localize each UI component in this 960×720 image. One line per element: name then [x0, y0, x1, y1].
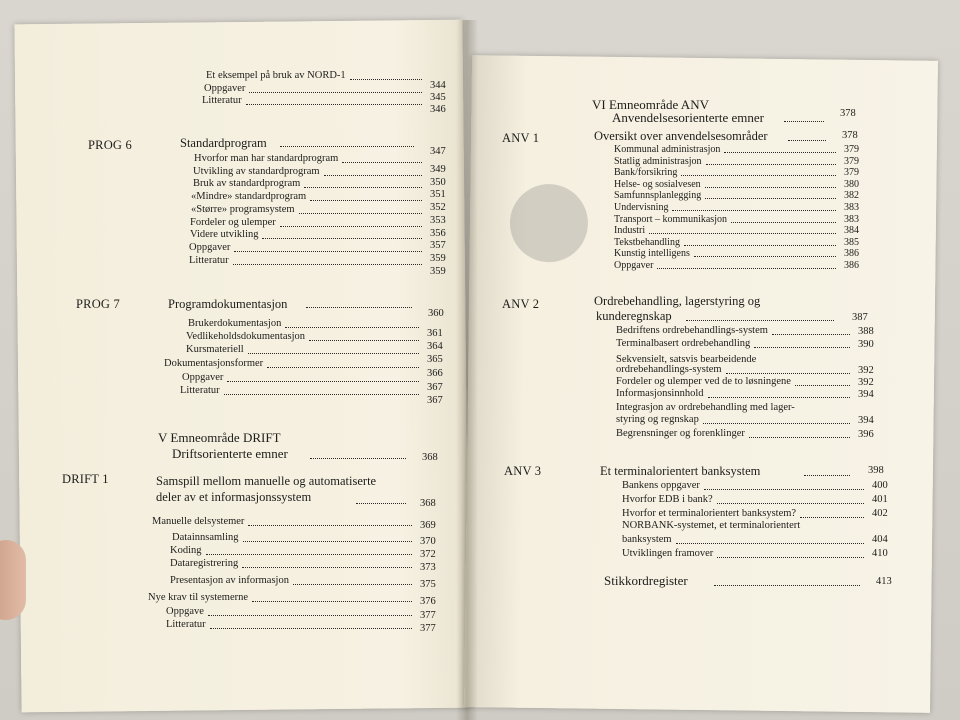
toc-entry-title: Sekvensielt, satsvis bearbeidende — [616, 354, 757, 365]
toc-page-number: 402 — [872, 508, 888, 519]
toc-page-number: 350 — [430, 177, 446, 188]
dot-leader — [356, 503, 406, 504]
toc-page-number: 392 — [858, 365, 874, 376]
toc-entry-title: Dokumentasjonsformer — [164, 358, 264, 369]
chapter-code: ANV 1 — [502, 131, 540, 145]
index-heading: Stikkordregister — [604, 573, 688, 588]
chapter-title: Ordrebehandling, lagerstyring og — [594, 294, 761, 308]
dot-leader — [795, 385, 850, 386]
toc-entry-title: banksystem — [622, 534, 672, 545]
toc-entry-title: Fordeler og ulemper — [190, 217, 276, 228]
toc-entry-title: Informasjonsinnhold — [616, 388, 704, 399]
toc-page-number: 385 — [844, 236, 859, 248]
toc-page-number: 410 — [872, 548, 888, 559]
toc-entry-title: Hvorfor EDB i bank? — [622, 494, 713, 505]
dot-leader — [657, 268, 836, 269]
chapter-title: deler av et informasjonssystem — [156, 490, 312, 504]
toc-page-number: 367 — [427, 382, 443, 393]
toc-page-number: 351 — [430, 189, 446, 200]
dot-leader — [705, 198, 836, 199]
toc-page-number: 400 — [872, 480, 888, 491]
toc-entry-title: Bankens oppgaver — [622, 480, 700, 491]
toc-entry-title: Litteratur — [189, 255, 229, 266]
toc-entry-title: Datainnsamling — [172, 532, 239, 543]
toc-entry-title: Dataregistrering — [170, 558, 239, 569]
toc-page-number: 353 — [430, 215, 446, 226]
toc-entry-title: Nye krav til systemerne — [148, 592, 249, 603]
dot-leader — [309, 340, 419, 341]
toc-page-number: 394 — [858, 389, 874, 400]
dot-leader — [784, 121, 824, 122]
toc-page-number: 359 — [430, 266, 446, 277]
dot-leader — [649, 233, 836, 234]
dot-leader — [731, 222, 836, 223]
chapter-code: ANV 3 — [504, 464, 542, 478]
dot-leader — [694, 256, 836, 257]
toc-page-number: 370 — [420, 536, 436, 547]
toc-entry-title: Transport – kommunikasjon — [614, 213, 727, 225]
toc-entry-title: Undervisning — [614, 202, 669, 213]
dot-leader — [800, 517, 864, 518]
toc-page-number: 361 — [427, 328, 443, 339]
toc-entry-title: Begrensninger og forenklinger — [616, 428, 745, 439]
dot-leader — [684, 245, 836, 246]
toc-page-number: 368 — [420, 498, 436, 509]
toc-page-number: 386 — [844, 248, 859, 260]
thumb — [0, 540, 26, 620]
dot-leader — [262, 238, 422, 239]
toc-page-number: 394 — [858, 415, 874, 426]
toc-entry-title: Integrasjon av ordrebehandling med lager- — [616, 402, 795, 413]
toc-page-number: 346 — [430, 104, 446, 115]
toc-page-number: 401 — [872, 494, 888, 505]
dot-leader — [726, 373, 850, 374]
dot-leader — [293, 584, 412, 585]
dot-leader — [227, 381, 419, 382]
toc-page-number: 398 — [868, 465, 884, 476]
toc-entry-title: Industri — [614, 225, 646, 237]
dot-leader — [804, 475, 850, 476]
dot-leader — [749, 437, 850, 438]
toc-page-number: 388 — [858, 326, 874, 337]
dot-leader — [285, 327, 419, 328]
toc-page-number: 372 — [420, 549, 436, 560]
chapter-title: Standardprogram — [180, 136, 267, 150]
toc-entry-title: Kunstig intelligens — [614, 248, 690, 260]
toc-entry-title: Hvorfor man har standardprogram — [194, 153, 339, 164]
toc-page-number: 390 — [858, 339, 874, 350]
toc-entry-title: Manuelle delsystemer — [152, 516, 245, 527]
toc-entry-title: Oppgaver — [614, 260, 654, 271]
toc-page-number: 347 — [430, 146, 446, 157]
toc-page-number: 378 — [840, 108, 856, 119]
toc-page-number: 379 — [844, 167, 859, 179]
toc-entry-title: Statlig administrasjon — [614, 155, 702, 167]
toc-page-number: 404 — [872, 534, 888, 545]
dot-leader — [672, 210, 836, 211]
dot-leader — [350, 79, 422, 80]
dot-leader — [304, 187, 422, 188]
toc-page-number: 364 — [427, 341, 443, 352]
dot-leader — [242, 567, 412, 568]
toc-entry-title: Tekstbehandling — [614, 236, 680, 248]
chapter-title: Programdokumentasjon — [168, 297, 288, 311]
dot-leader — [280, 226, 422, 227]
dot-leader — [681, 175, 836, 176]
dot-leader — [233, 264, 422, 265]
chapter-title: Oversikt over anvendelsesområder — [594, 129, 768, 143]
toc-entry-title: styring og regnskap — [616, 414, 699, 425]
dot-leader — [243, 541, 413, 542]
toc-entry-title: Bruk av standardprogram — [193, 178, 301, 189]
dot-leader — [754, 347, 850, 348]
dot-leader — [224, 394, 419, 395]
toc-page-number: 356 — [430, 228, 446, 239]
dot-leader — [249, 92, 422, 93]
chapter-title: kunderegnskap — [596, 309, 672, 323]
toc-page-number: 360 — [428, 308, 444, 319]
toc-entry-title: Bedriftens ordrebehandlings-system — [616, 325, 768, 336]
chapter-code: PROG 7 — [76, 297, 120, 311]
toc-entry-title: Fordeler og ulemper ved de to løsningene — [616, 376, 791, 387]
toc-page-number: 378 — [842, 130, 858, 141]
dot-leader — [717, 503, 864, 504]
toc-page-number: 349 — [430, 164, 446, 175]
dot-leader — [717, 557, 864, 558]
toc-page-number: 386 — [844, 260, 859, 271]
toc-page-number: 373 — [420, 562, 436, 573]
dot-leader — [704, 489, 864, 490]
toc-page-number: 369 — [420, 520, 436, 531]
dot-leader — [248, 525, 412, 526]
toc-page-number: 367 — [427, 395, 443, 406]
toc-entry-title: Utvikling av standardprogram — [193, 166, 320, 177]
toc-page-number: 375 — [420, 579, 436, 590]
toc-page-number: 384 — [844, 225, 859, 237]
toc-page-number: 379 — [844, 155, 859, 167]
toc-entry-title: Litteratur — [202, 95, 242, 106]
toc-entry-title: Helse- og sosialvesen — [614, 178, 701, 190]
book-gutter — [456, 20, 478, 720]
toc-entry-title: Koding — [170, 545, 202, 556]
toc-entry-title: Brukerdokumentasjon — [188, 318, 282, 329]
dot-leader — [724, 152, 836, 153]
toc-entry-title: Vedlikeholdsdokumentasjon — [186, 331, 305, 342]
toc-page-number: 365 — [427, 354, 443, 365]
dot-leader — [788, 140, 826, 141]
toc-page-number: 376 — [420, 596, 436, 607]
dot-leader — [210, 628, 412, 629]
toc-entry-title: Litteratur — [180, 385, 220, 396]
toc-page-number: 413 — [876, 576, 892, 587]
dot-leader — [299, 213, 422, 214]
toc-entry-title: Oppgave — [166, 606, 204, 617]
dot-leader — [310, 458, 406, 459]
toc-page-number: 377 — [420, 623, 436, 634]
toc-page-number: 380 — [844, 178, 859, 190]
toc-entry-title: Litteratur — [166, 619, 206, 630]
toc-entry-title: Et eksempel på bruk av NORD-1 — [206, 70, 346, 81]
dot-leader — [252, 601, 412, 602]
toc-entry-title: NORBANK-systemet, et terminalorientert — [622, 520, 801, 531]
chapter-code: ANV 2 — [502, 297, 540, 311]
dot-leader — [686, 320, 834, 321]
section-heading: Driftsorienterte emner — [172, 446, 288, 461]
toc-page-number: 396 — [858, 429, 874, 440]
toc-entry-title: «Større» programsystem — [191, 204, 295, 215]
section-heading: V Emneområde DRIFT — [158, 430, 281, 445]
toc-page-number: 382 — [844, 190, 859, 202]
dot-leader — [772, 334, 850, 335]
toc-entry-title: Utviklingen framover — [622, 548, 714, 559]
toc-page-number: 344 — [430, 80, 446, 91]
section-heading: Anvendelsesorienterte emner — [612, 110, 764, 125]
toc-entry-title: Terminalbasert ordrebehandling — [616, 338, 751, 349]
dot-leader — [310, 200, 422, 201]
toc-entry-title: Kursmateriell — [186, 344, 244, 355]
dot-leader — [206, 554, 413, 555]
chapter-code: DRIFT 1 — [62, 472, 109, 486]
section-heading: VI Emneområde ANV — [592, 97, 709, 112]
dot-leader — [706, 164, 837, 165]
toc-entry-title: Videre utvikling — [190, 229, 259, 240]
dot-leader — [248, 353, 419, 354]
toc-page-number: 383 — [844, 213, 859, 225]
dot-leader — [208, 615, 412, 616]
toc-entry-title: Bank/forsikring — [614, 167, 678, 179]
toc-page-number: 345 — [430, 92, 446, 103]
dot-leader — [342, 162, 422, 163]
toc-page-number: 366 — [427, 368, 443, 379]
chapter-title: Et terminalorientert banksystem — [600, 464, 761, 478]
dot-leader — [306, 307, 412, 308]
dot-leader — [703, 423, 850, 424]
dot-leader — [708, 397, 851, 398]
toc-page-number: 392 — [858, 377, 874, 388]
show-through-circle — [509, 184, 588, 263]
toc-entry-title: ordrebehandlings-system — [616, 364, 722, 375]
toc-entry-title: Oppgaver — [189, 242, 231, 253]
toc-entry-title: Kommunal administrasjon — [614, 144, 721, 155]
toc-page-number: 387 — [852, 312, 868, 323]
dot-leader — [280, 146, 414, 147]
dot-leader — [234, 251, 422, 252]
toc-page-number: 383 — [844, 202, 859, 213]
toc-page-number: 379 — [844, 144, 859, 155]
dot-leader — [267, 367, 419, 368]
chapter-title: Samspill mellom manuelle og automatiserte — [156, 474, 377, 488]
dot-leader — [705, 187, 836, 188]
toc-entry-title: Presentasjon av informasjon — [170, 575, 289, 586]
toc-page-number: 352 — [430, 202, 446, 213]
toc-page-number: 357 — [430, 240, 446, 251]
chapter-code: PROG 6 — [88, 138, 132, 152]
toc-entry-title: Samfunnsplanlegging — [614, 190, 702, 202]
dot-leader — [714, 585, 860, 586]
toc-page-number: 359 — [430, 253, 446, 264]
toc-page-number: 368 — [422, 452, 438, 463]
dot-leader — [246, 104, 422, 105]
toc-page-number: 377 — [420, 610, 436, 621]
toc-entry-title: Oppgaver — [204, 83, 246, 94]
dot-leader — [324, 175, 422, 176]
dot-leader — [676, 543, 864, 544]
toc-entry-title: Oppgaver — [182, 372, 224, 383]
toc-entry-title: Hvorfor et terminalorientert banksystem? — [622, 508, 797, 519]
toc-entry-title: «Mindre» standardprogram — [191, 191, 307, 202]
